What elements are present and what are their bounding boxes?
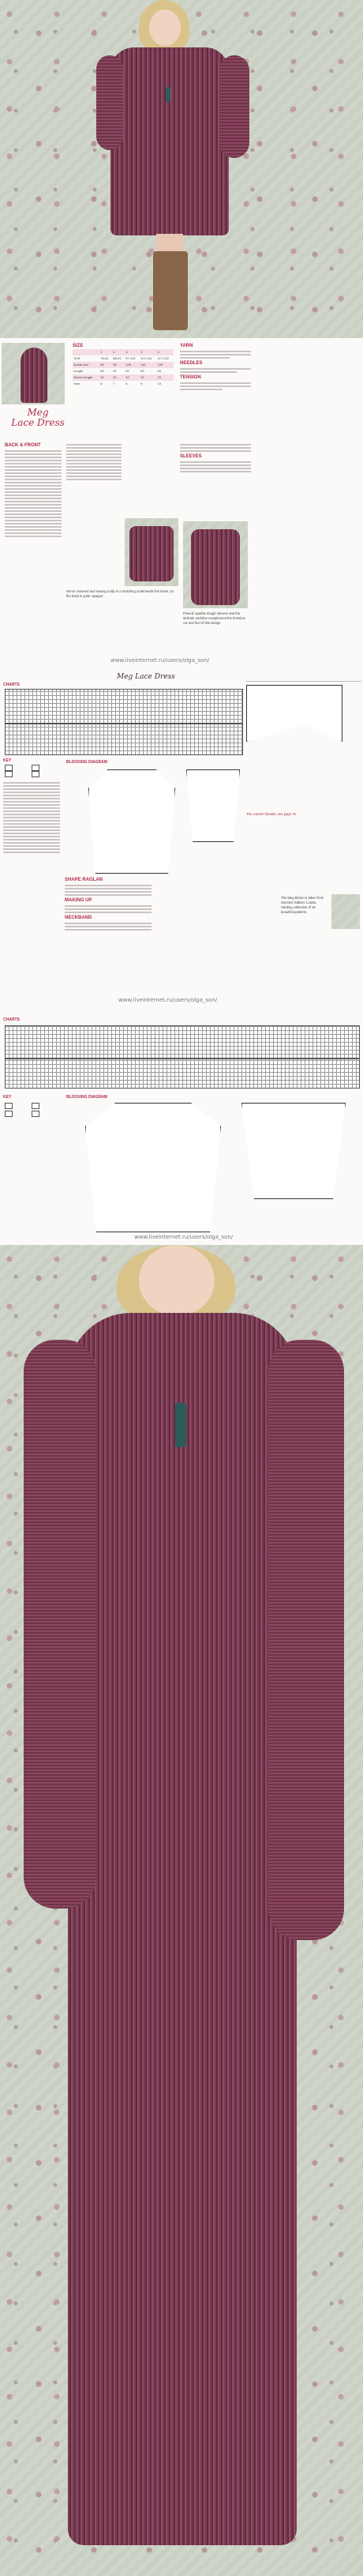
key-symbol: [5, 771, 13, 777]
blocking-heading-2: BLOCKING DIAGRAM: [66, 1095, 107, 1100]
table-row: Yarn 6 7 8 9 10: [73, 382, 161, 385]
making-up-heading: MAKING UP: [65, 898, 92, 903]
dress-body: [110, 47, 229, 235]
needles-heading: NEEDLES: [180, 361, 203, 366]
pattern-page-1: [0, 338, 363, 665]
detail-photo-neck: [183, 521, 248, 608]
pattern-page-2: [0, 665, 363, 1010]
sleeves-instructions: [180, 442, 251, 521]
collection-caption: The Meg Bionic is taken from Summer Edition: Louisa Harding collection of 16 beautiful patterns.: [281, 896, 324, 914]
key-symbol: [32, 765, 39, 771]
key-symbol: [5, 1103, 13, 1109]
key-symbol: [5, 765, 13, 771]
model-boots: [153, 251, 188, 330]
watermark: www.liveinternet.ru/users/olga_son/: [118, 997, 218, 1003]
tension-heading: TENSION: [180, 375, 201, 380]
stitch-chart-2: [5, 724, 243, 755]
making-up-section: [65, 877, 152, 964]
shape-raglan-heading: SHAPE RAGLAN: [65, 878, 103, 882]
model-legs: [156, 234, 183, 253]
pendant-closeup: [175, 1403, 186, 1447]
blocking-heading: BLOCKING DIAGRAM: [66, 760, 107, 765]
model-face: [149, 9, 181, 46]
detail-photo-sleeve: [125, 518, 178, 586]
dress-body-closeup: [68, 1313, 297, 2545]
key-symbol: [32, 1111, 39, 1117]
key-heading-2: KEY: [3, 1095, 12, 1100]
model-face-closeup: [139, 1245, 215, 1316]
pendant: [166, 87, 170, 103]
stitch-chart-1: [5, 689, 243, 724]
key-heading: KEY: [3, 758, 12, 763]
watermark: www.liveinternet.ru/users/olga_son/: [110, 657, 210, 664]
neckband-heading: NECKBAND: [65, 916, 92, 920]
size-table: [73, 349, 174, 387]
blocking-diagram-body-2: [85, 1103, 221, 1232]
key-symbol: [5, 1111, 13, 1117]
blocking-diagram-body: [88, 769, 175, 874]
table-row: Actual size 86 96 106 116 126: [73, 362, 174, 368]
key-symbol: [32, 771, 39, 777]
chart-instructions-left: [3, 780, 60, 915]
caption-slip: We've crowned and sewing a slip in a matching underneath this dress, so the back is quite 'opaque': [66, 589, 174, 598]
dress-left-sleeve-closeup: [24, 1340, 96, 1908]
blocking-diagram-sleeve-2: [241, 1103, 346, 1199]
header-script-title: Meg Lace Dress: [117, 673, 175, 681]
photo-closeup: [0, 1245, 363, 2576]
chart-right-panel: [246, 681, 361, 750]
footer-note: The counter threads, see page 75: [246, 812, 296, 816]
dress-right-sleeve: [219, 55, 249, 158]
table-row: Length 90 91 92 93 94: [73, 369, 161, 373]
raglan-instructions: [66, 442, 122, 569]
key-symbol: [32, 1103, 39, 1109]
collection-thumb: [331, 894, 360, 929]
size-table-header: 1 2 3 4 5: [73, 349, 174, 355]
photo-full-length: [0, 0, 363, 338]
charts-heading: CHARTS: [3, 683, 20, 687]
back-front-heading: BACK & FRONT: [5, 443, 41, 448]
size-section: [73, 343, 174, 438]
blocking-diagram-sleeve: [186, 769, 240, 842]
thumb-photo: [2, 343, 65, 404]
back-front-instructions: [5, 442, 62, 664]
size-heading: SIZE: [73, 344, 84, 348]
pattern-title: Meg Lace Dress: [11, 407, 65, 428]
caption-detail: Pinned: sparkle dough sleeves and the delicate neckline complement the feminine cut and feel of this design: [183, 611, 245, 625]
dress-left-sleeve: [96, 55, 123, 150]
sleeves-heading: SLEEVES: [180, 454, 202, 459]
stitch-chart-4: [5, 1059, 360, 1089]
yarn-needles-tension: [180, 343, 251, 438]
stitch-chart-3: [5, 1025, 360, 1059]
dress-right-sleeve-closeup: [268, 1340, 344, 1940]
charts-closeup: [0, 1010, 363, 1245]
table-row: To fit 76-81 86-91 97-102 107-112 117-122: [73, 356, 169, 360]
charts-heading-2: CHARTS: [3, 1017, 20, 1022]
yarn-heading: YARN: [180, 344, 193, 348]
table-row: Sleeve length 31 31 32 32 33: [73, 374, 174, 381]
watermark: www.liveinternet.ru/users/olga_son/: [134, 1234, 234, 1240]
